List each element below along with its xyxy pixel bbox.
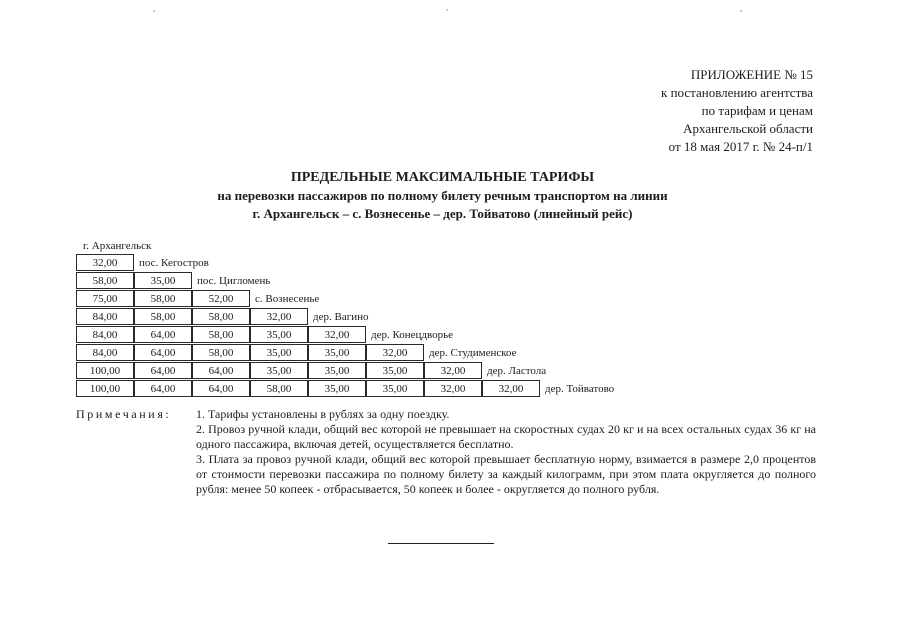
fare-cell: 32,00 [76,254,134,271]
appendix-header [661,66,813,156]
fare-cell: 58,00 [192,344,250,361]
fare-cell: 35,00 [250,362,308,379]
scan-speck [153,10,155,12]
closing-rule [388,543,494,544]
fare-cell: 75,00 [76,290,134,307]
scan-speck [740,10,742,12]
fare-cell: 32,00 [424,362,482,379]
scan-speck [446,9,448,11]
notes-list [196,407,816,497]
stop-label: дер. Ластола [487,365,547,377]
fare-cell: 84,00 [76,308,134,325]
fare-cell: 58,00 [134,308,192,325]
fare-cell: 64,00 [134,362,192,379]
fare-cell: 35,00 [308,380,366,397]
appendix-line: к постановлению агентства [661,85,813,100]
title-subtitle: на перевозки пассажиров по полному билету речным транспортом на линии [217,188,668,203]
fare-cell: 35,00 [366,380,424,397]
title-route: г. Архангельск – с. Вознесенье – дер. Тойватово (линейный рейс) [252,206,633,221]
note-item: 1. Тарифы установлены в рублях за одну поездку. [196,407,450,421]
fare-cell: 64,00 [134,326,192,343]
fare-cell: 58,00 [250,380,308,397]
stop-label: дер. Вагино [313,311,369,323]
fare-cell: 35,00 [134,272,192,289]
stop-label: с. Вознесенье [255,293,320,305]
fare-cell: 64,00 [134,380,192,397]
appendix-line: Архангельской области [683,121,813,136]
fare-cell: 84,00 [76,344,134,361]
stop-label: дер. Студименское [429,347,517,359]
note-item: 2. Провоз ручной клади, общий вес которой не превышает на скоростных судах 20 кг и на всех остальных судах 36 кг на одного пассажира, включая детей, осуществляется бесплатно. [196,422,816,451]
fare-cell: 58,00 [76,272,134,289]
appendix-line: по тарифам и ценам [701,103,813,118]
notes-label: Примечания: [76,407,172,421]
fare-cell: 35,00 [250,344,308,361]
fare-cell: 35,00 [250,326,308,343]
fare-cell: 32,00 [308,326,366,343]
fare-cell: 35,00 [308,344,366,361]
fare-cell: 32,00 [250,308,308,325]
fare-cell: 84,00 [76,326,134,343]
title-main: ПРЕДЕЛЬНЫЕ МАКСИМАЛЬНЫЕ ТАРИФЫ [290,170,595,185]
fare-cell: 58,00 [192,308,250,325]
fare-cell: 100,00 [76,362,134,379]
fare-cell: 58,00 [192,326,250,343]
fare-cell: 32,00 [424,380,482,397]
appendix-number: ПРИЛОЖЕНИЕ № 15 [690,67,813,82]
stop-label: дер. Тойватово [545,383,615,395]
fare-cell: 52,00 [192,290,250,307]
fare-cell: 32,00 [482,380,540,397]
fare-cell: 64,00 [192,362,250,379]
fare-cell: 64,00 [192,380,250,397]
stop-label: пос. Кегостров [139,257,209,269]
fare-cell: 58,00 [134,290,192,307]
stop-label: дер. Конецдворье [371,329,454,341]
fare-cell: 100,00 [76,380,134,397]
appendix-date: от 18 мая 2017 г. № 24-п/1 [668,139,813,154]
fare-cell: 35,00 [308,362,366,379]
origin-stop-label: г. Архангельск [83,240,152,252]
fare-cell: 32,00 [366,344,424,361]
stop-label: пос. Цигломень [197,275,271,287]
document-title [0,169,905,223]
fare-cell: 64,00 [134,344,192,361]
fare-cell: 35,00 [366,362,424,379]
note-item: 3. Плата за провоз ручной клади, общий вес которой превышает бесплатную норму, взимается в размере 2,0 процентов от стоимости перевозки пассажира по полному билету за каждый килограмм, при этом плата округляется до полного рубля: менее 50 копеек - отбрасывается, 50 копеек и более - округляется до полного рубля. [196,452,816,496]
